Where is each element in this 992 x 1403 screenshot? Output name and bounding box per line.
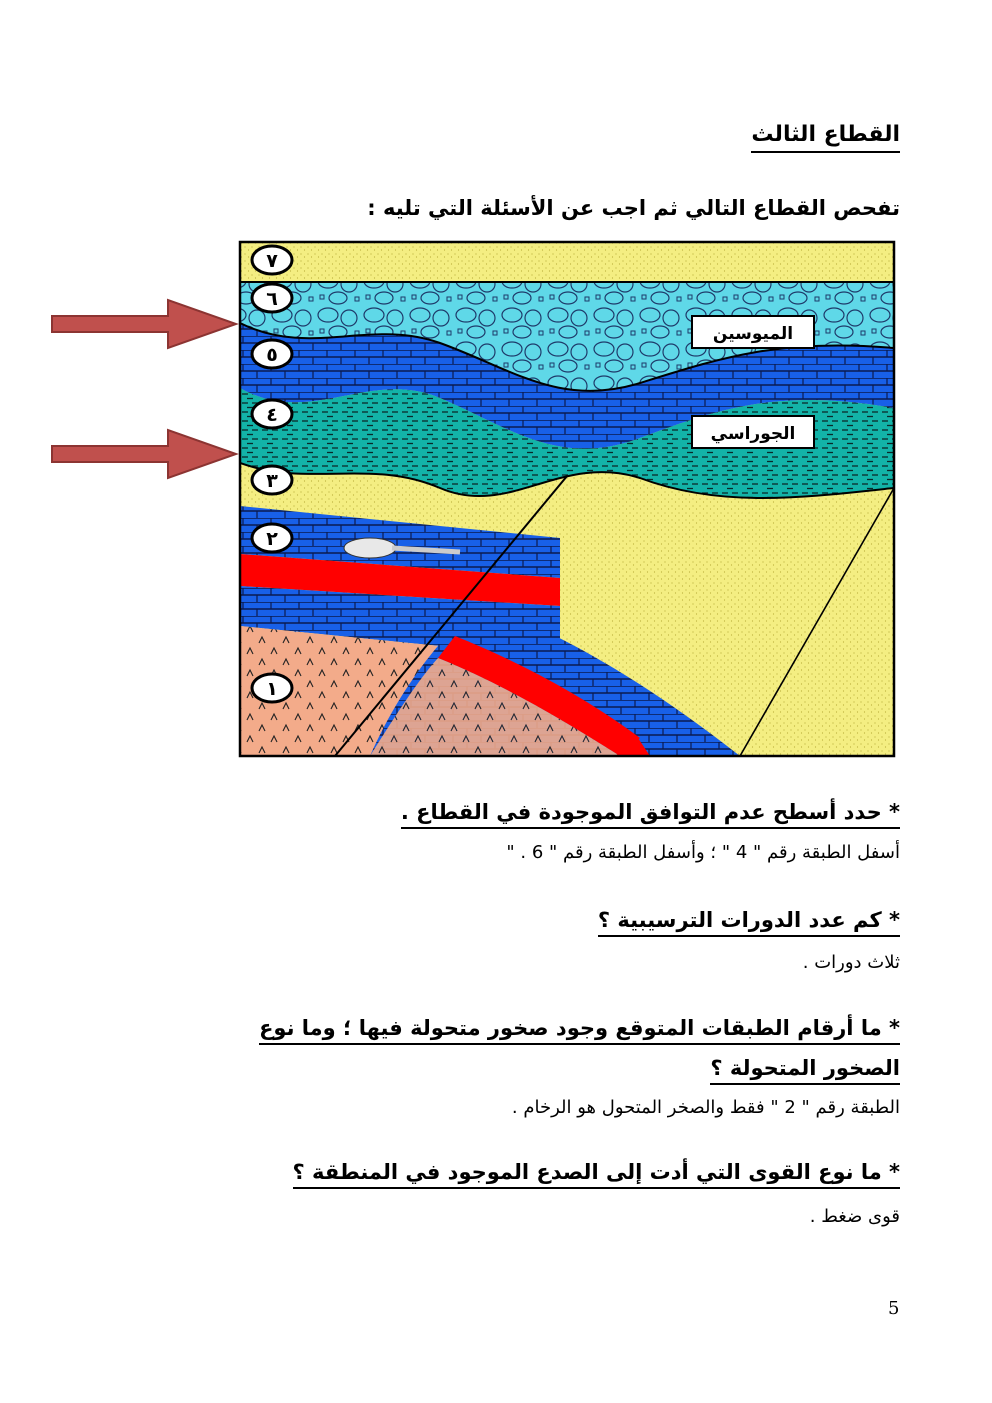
- arrow-icon: [52, 430, 236, 478]
- svg-text:٥: ٥: [266, 344, 278, 366]
- question-1: * حدد أسطح عدم التوافق الموجودة في القطاع .: [401, 800, 900, 829]
- svg-text:٢: ٢: [266, 528, 278, 550]
- layer-number-4: [252, 400, 292, 428]
- layer-number-7: [252, 246, 292, 274]
- label-miocene: [692, 316, 814, 348]
- svg-text:٦: ٦: [266, 288, 278, 310]
- layer-number-1: [252, 674, 292, 702]
- layer-number-6: [252, 284, 292, 312]
- answer-2: ثلاث دورات .: [802, 952, 900, 973]
- answer-3: الطبقة رقم " 2 " فقط والصخر المتحول هو الرخام .: [511, 1097, 900, 1118]
- layer-number-3: [252, 466, 292, 494]
- answer-1: أسفل الطبقة رقم " 4 " ؛ وأسفل الطبقة رقم " 6 . ": [506, 842, 900, 863]
- layer-number-5: [252, 340, 292, 368]
- svg-text:٤: ٤: [266, 404, 278, 426]
- arrow-icon: [52, 300, 236, 348]
- section-title: القطاع الثالث: [751, 122, 900, 153]
- question-4: * ما نوع القوى التي أدت إلى الصدع الموجود في المنطقة ؟: [293, 1160, 900, 1189]
- geologic-cross-section: [40, 238, 900, 760]
- layer-number-2: [252, 524, 292, 552]
- svg-text:الميوسين: الميوسين: [712, 324, 794, 344]
- question-3-line-2: الصخور المتحولة ؟: [710, 1056, 900, 1085]
- svg-text:٧: ٧: [266, 250, 278, 272]
- question-2: * كم عدد الدورات الترسيبية ؟: [598, 908, 900, 937]
- layer-7-sand: [240, 242, 894, 282]
- question-3-line-1: * ما أرقام الطبقات المتوقع وجود صخور متحولة فيها ؛ وما نوع: [259, 1016, 900, 1045]
- svg-text:الجوراسي: الجوراسي: [710, 424, 796, 444]
- answer-4: قوى ضغط .: [809, 1206, 900, 1227]
- svg-text:٣: ٣: [266, 470, 278, 492]
- instruction-text: تفحص القطاع التالي ثم اجب عن الأسئلة التي تليه :: [367, 196, 900, 220]
- svg-text:١: ١: [266, 678, 278, 700]
- label-jurassic: [692, 416, 814, 448]
- page-number: 5: [888, 1298, 900, 1319]
